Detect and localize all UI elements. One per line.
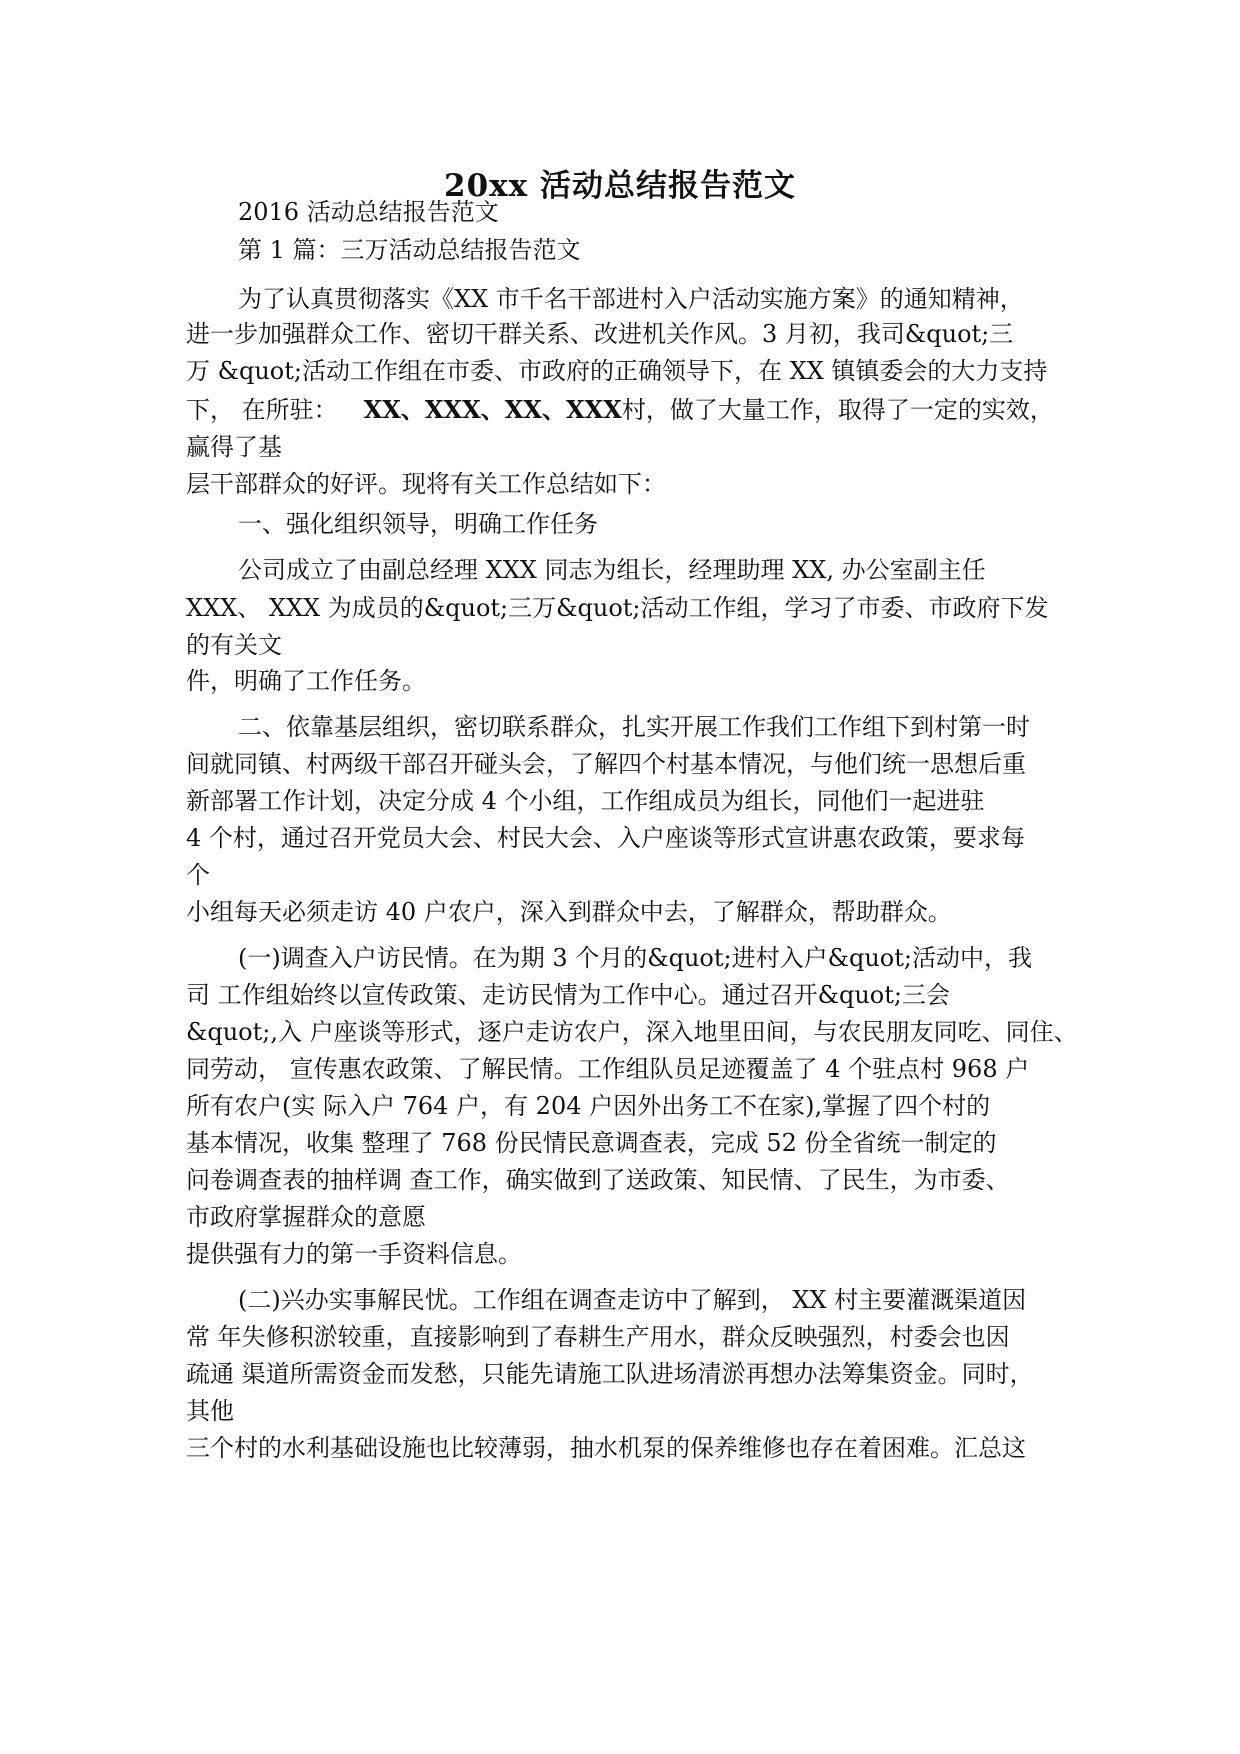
paragraph-line: 间就同镇、村两级干部召开碰头会，了解四个村基本情况，与他们统一思想后重	[186, 750, 1026, 778]
paragraph-line: 为了认真贯彻落实《XX 市千名干部进村入户活动实施方案》的通知精神，	[238, 285, 1024, 313]
paragraph-line: 二、依靠基层组织，密切联系群众，扎实开展工作我们工作组下到村第一时	[238, 713, 1030, 741]
paragraph-line: 层干部群众的好评。现将有关工作总结如下：	[186, 470, 666, 498]
subtitle-line: 2016 活动总结报告范文	[238, 198, 499, 226]
paragraph-line: 公司成立了由副总经理 XXX 同志为组长，经理助理 XX, 办公室副主任	[238, 556, 986, 584]
paragraph-segment: 村，做了大量工作，取得了一定的实效，	[621, 396, 1054, 424]
paragraph-line: 同劳动， 宣传惠农政策、了解民情。工作组队员足迹覆盖了 4 个驻点村 968 户	[186, 1055, 1030, 1083]
paragraph-line: 的有关文	[186, 631, 282, 659]
paragraph-line: 4 个村，通过召开党员大会、村民大会、入户座谈等形式宣讲惠农政策，要求每	[186, 824, 1025, 852]
document-title: 20xx 活动总结报告范文	[444, 168, 796, 204]
paragraph-line: 所有农户(实 际入户 764 户，有 204 户因外出务工不在家),掌握了四个村的	[186, 1092, 991, 1120]
paragraph-line: 基本情况，收集 整理了 768 份民情民意调查表，完成 52 份全省统一制定的	[186, 1129, 997, 1157]
paragraph-line: (二)兴办实事解民忧。工作组在调查走访中了解到， XX 村主要灌溉渠道因	[238, 1286, 1027, 1314]
paragraph-line: 常 年失修积淤较重，直接影响到了春耕生产用水，群众反映强烈，村委会也因	[186, 1323, 1010, 1351]
paragraph-line: 市政府掌握群众的意愿	[186, 1203, 426, 1231]
paragraph-line: 进一步加强群众工作、密切干群关系、改进机关作风。3 月初，我司&quot;三	[186, 320, 1014, 348]
paragraph-line: 提供强有力的第一手资料信息。	[186, 1240, 522, 1268]
paragraph-line: 司 工作组始终以宣传政策、走访民情为工作中心。通过召开&quot;三会	[186, 981, 950, 1009]
chapter-heading: 第 1 篇：三万活动总结报告范文	[238, 236, 581, 264]
paragraph-line: 万 &quot;活动工作组在市委、市政府的正确领导下，在 XX 镇镇委会的大力支持	[186, 357, 1048, 385]
paragraph-line: XXX、 XXX 为成员的&quot;三万&quot;活动工作组，学习了市委、市政府下发	[186, 594, 1049, 622]
section-heading: 一、强化组织领导，明确工作任务	[238, 510, 598, 538]
paragraph-line: 疏通 渠道所需资金而发愁，只能先请施工队进场清淤再想办法筹集资金。同时，	[186, 1360, 1034, 1388]
paragraph-line	[186, 396, 1054, 425]
paragraph-line: 个	[186, 861, 210, 889]
paragraph-line: &quot;,入 户座谈等形式，逐户走访农户，深入地里田间，与农民朋友同吃、同住、	[186, 1018, 1078, 1046]
paragraph-line: 小组每天必须走访 40 户农户，深入到群众中去，了解群众，帮助群众。	[186, 898, 952, 926]
paragraph-line: 新部署工作计划，决定分成 4 个小组，工作组成员为组长，同他们一起进驻	[186, 787, 985, 815]
paragraph-line: 赢得了基	[186, 433, 282, 461]
paragraph-segment: 下， 在所驻：	[186, 396, 338, 424]
paragraph-line: (一)调查入户访民情。在为期 3 个月的&quot;进村入户&quot;活动中，我	[238, 944, 1032, 972]
paragraph-line: 其他	[186, 1397, 234, 1425]
paragraph-line: 件，明确了工作任务。	[186, 667, 426, 695]
bold-village-names: XX、XXX、XX、XXX	[363, 395, 622, 424]
paragraph-line: 问卷调查表的抽样调 查工作，确实做到了送政策、知民情、了民生，为市委、	[186, 1166, 1010, 1194]
paragraph-line: 三个村的水利基础设施也比较薄弱，抽水机泵的保养维修也存在着困难。汇总这	[186, 1434, 1026, 1462]
